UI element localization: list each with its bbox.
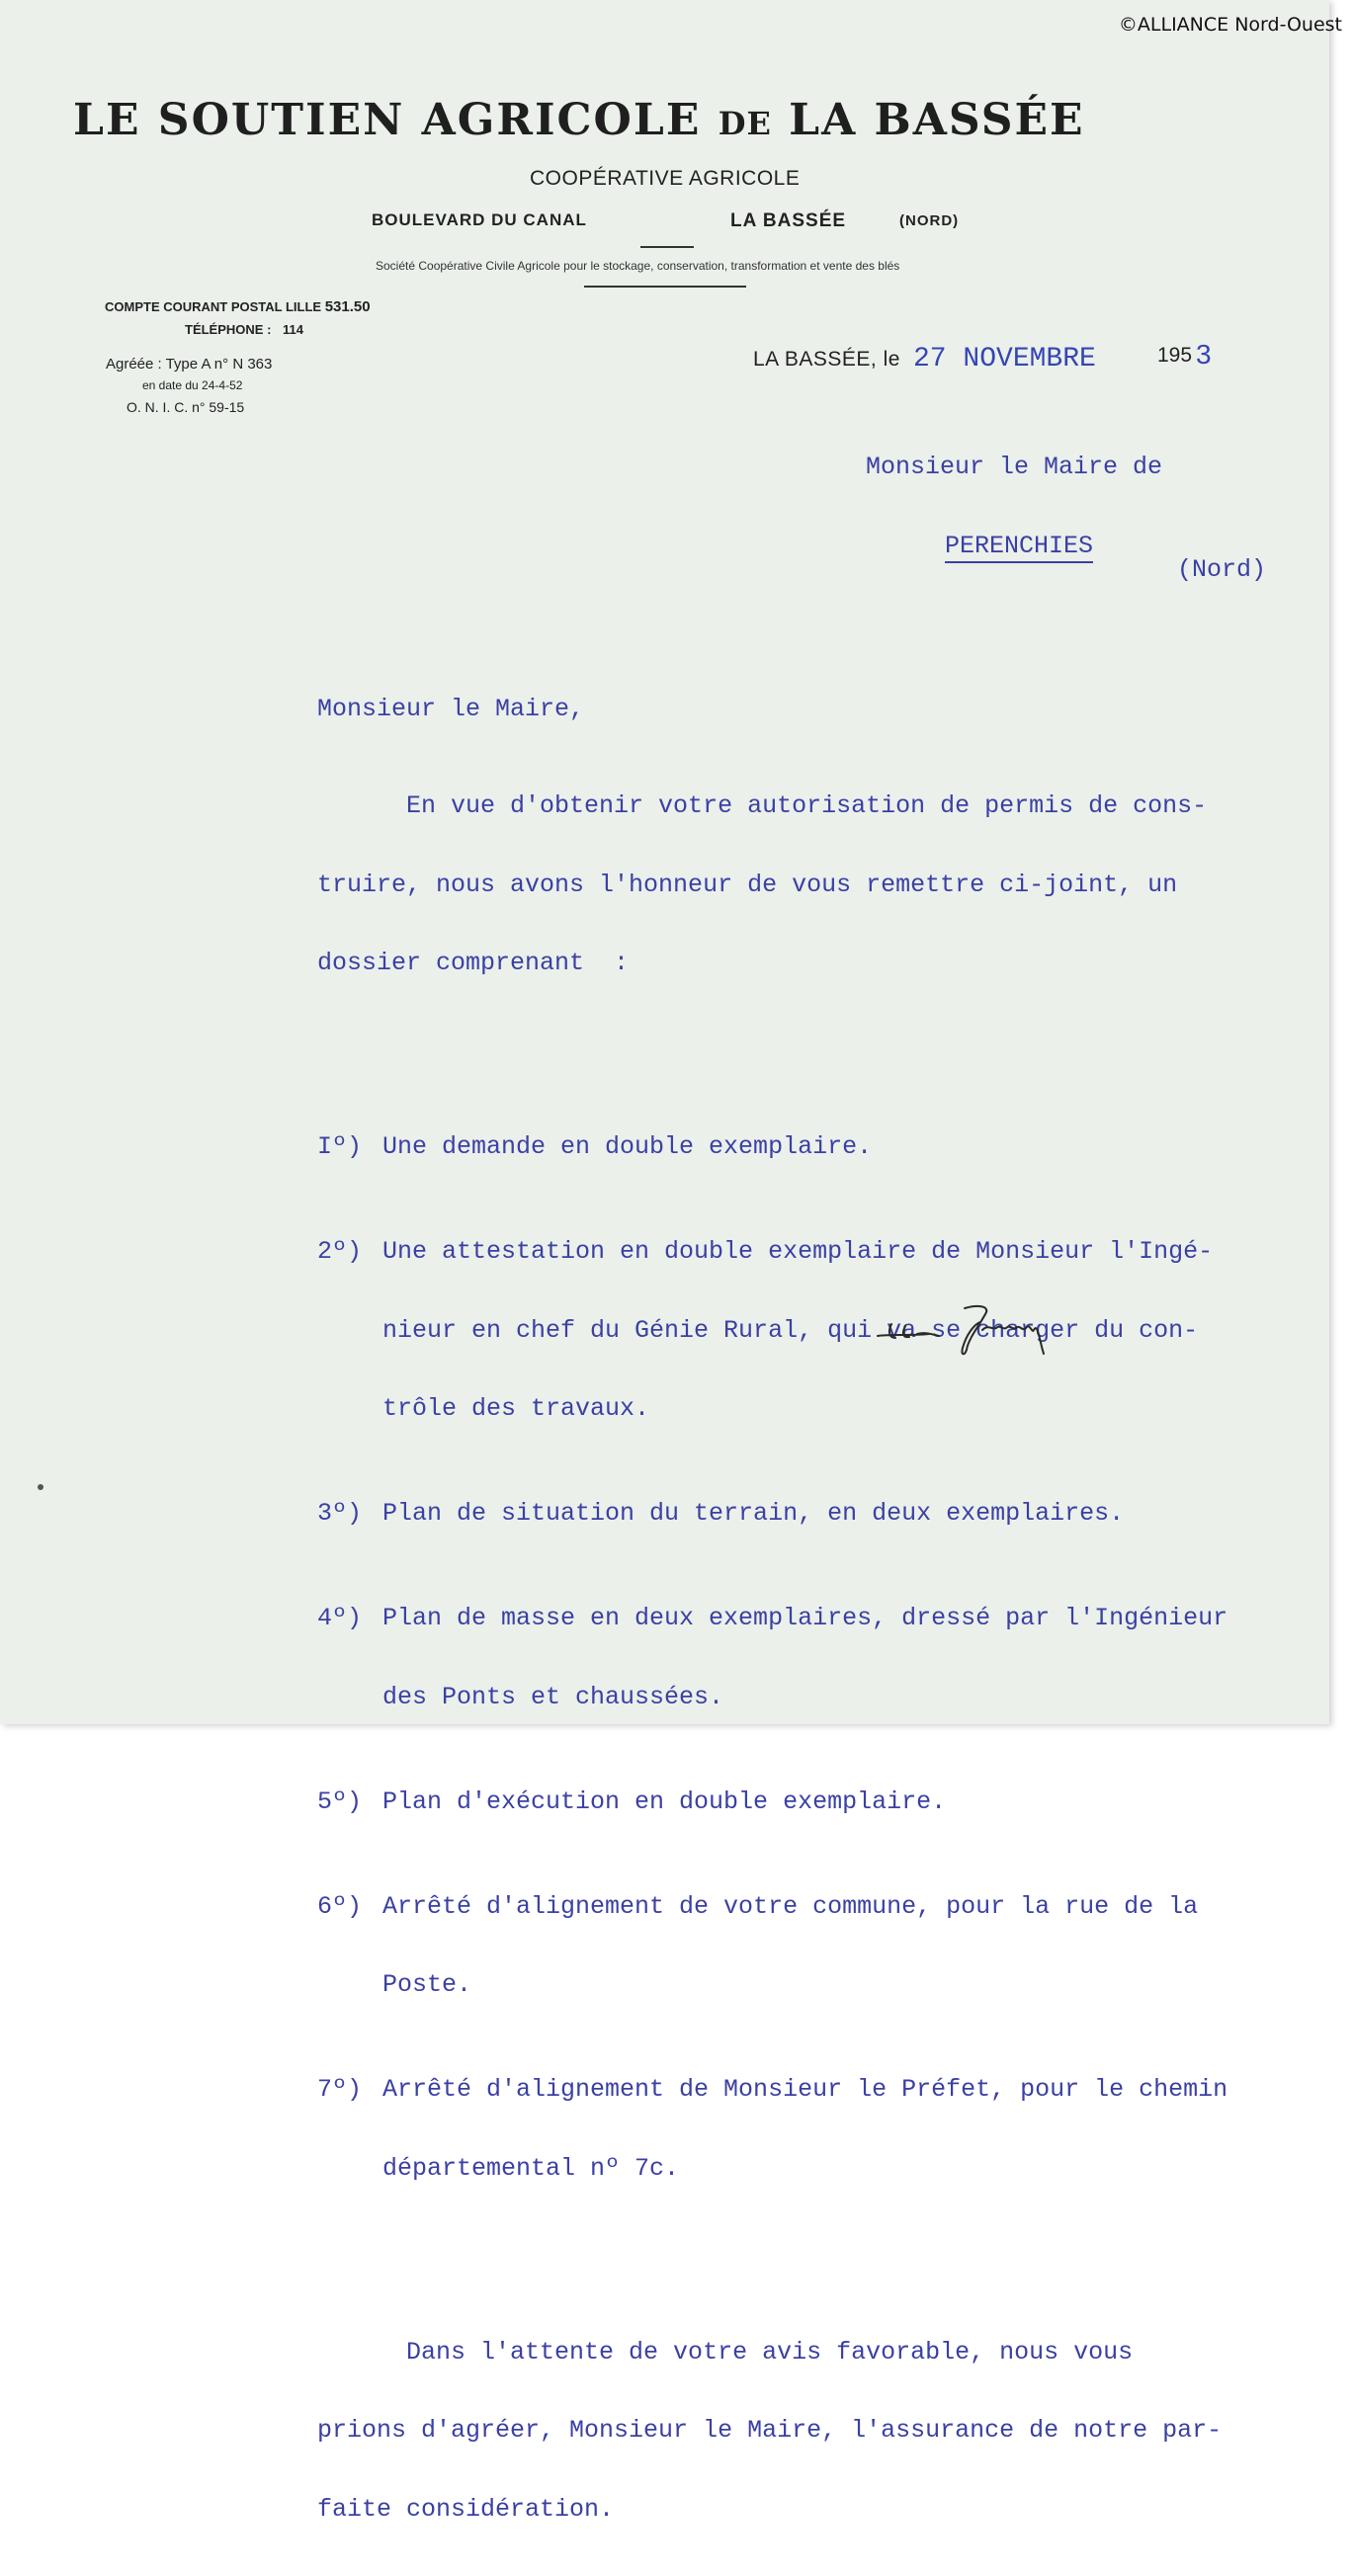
closing-line: faite considération. [317,2494,615,2524]
letterhead-subtitle: COOPÉRATIVE AGRICOLE [530,167,801,190]
letter-body [317,741,1227,2575]
recipient-line: Monsieur le Maire de [866,453,1163,481]
agreee-date: en date du 24-4-52 [142,378,243,392]
intro-line: dossier comprenant : [317,949,630,977]
list-item: Iº) Une demande en double exemplaire. [317,1132,873,1161]
address-right: LA BASSÉE [730,210,847,231]
salutation: Monsieur le Maire, [317,695,585,723]
letterhead-description: Société Coopérative Civile Agricole pour le stockage, conservation, transformation et vente des blés [376,259,900,273]
closing-line: prions d'agréer, Monsieur le Maire, l'assurance de notre par- [317,2416,1223,2445]
list-item: 6º) Arrêté d'alignement de votre commune, pour la rue de la [317,1891,1199,1921]
list-item: 4º) Plan de masse en deux exemplaires, dressé par l'Ingénieur [317,1604,1228,1632]
year-printed: 195 [1157,344,1193,367]
description-rule [584,286,746,288]
copyright-watermark: ©ALLIANCE Nord-Ouest [1118,14,1342,36]
year-typed: 3 [1196,339,1212,370]
letterhead-title [73,95,1085,145]
address-rule [640,246,694,248]
list-item: 5º) Plan d'exécution en double exemplaire. [317,1787,947,1816]
onic-number: O. N. I. C. n° 59-15 [127,399,245,415]
telephone: TÉLÉPHONE : 114 [185,322,304,337]
recipient-city: PERENCHIES [945,532,1093,560]
intro-line: En vue d'obtenir votre autorisation de permis de cons- [317,791,1208,820]
closing-line: Dans l'attente de votre avis favorable, nous vous [317,2337,1134,2367]
list-item-continued: départemental nº 7c. [382,2153,680,2183]
agreee: Agréée : Type A n° N 363 [106,356,273,373]
compte-courant: COMPTE COURANT POSTAL LILLE 531.50 [105,298,371,315]
date-place: LA BASSÉE, le [753,348,900,371]
list-item: 3º) Plan de situation du terrain, en deux exemplaires. [317,1499,1125,1528]
list-item-continued: des Ponts et chaussées. [382,1682,724,1711]
punch-mark [38,1484,43,1490]
list-item-continued: Poste. [382,1970,472,1999]
title-part2: DE [718,105,772,142]
list-item-continued: trôle des travaux. [382,1394,650,1423]
intro-line: truire, nous avons l'honneur de vous remettre ci-joint, un [317,870,1178,899]
title-part3: LA BASSÉE [789,95,1085,145]
list-item: 2º) Une attestation en double exemplaire de Monsieur l'Ingé- [317,1237,1214,1266]
list-item-continued: nieur en chef du Génie Rural, qui va se charger du con- [382,1315,1199,1345]
title-part1: LE SOUTIEN AGRICOLE [73,95,702,145]
recipient-region: (Nord) [1177,555,1267,584]
address-region: (NORD) [899,212,960,229]
date-stamp: 27 NOVEMBRE [913,344,1096,374]
list-item: 7º) Arrêté d'alignement de Monsieur le Préfet, pour le chemin [317,2075,1228,2104]
signature-icon [870,1294,1058,1364]
address-left: BOULEVARD DU CANAL [372,210,587,229]
